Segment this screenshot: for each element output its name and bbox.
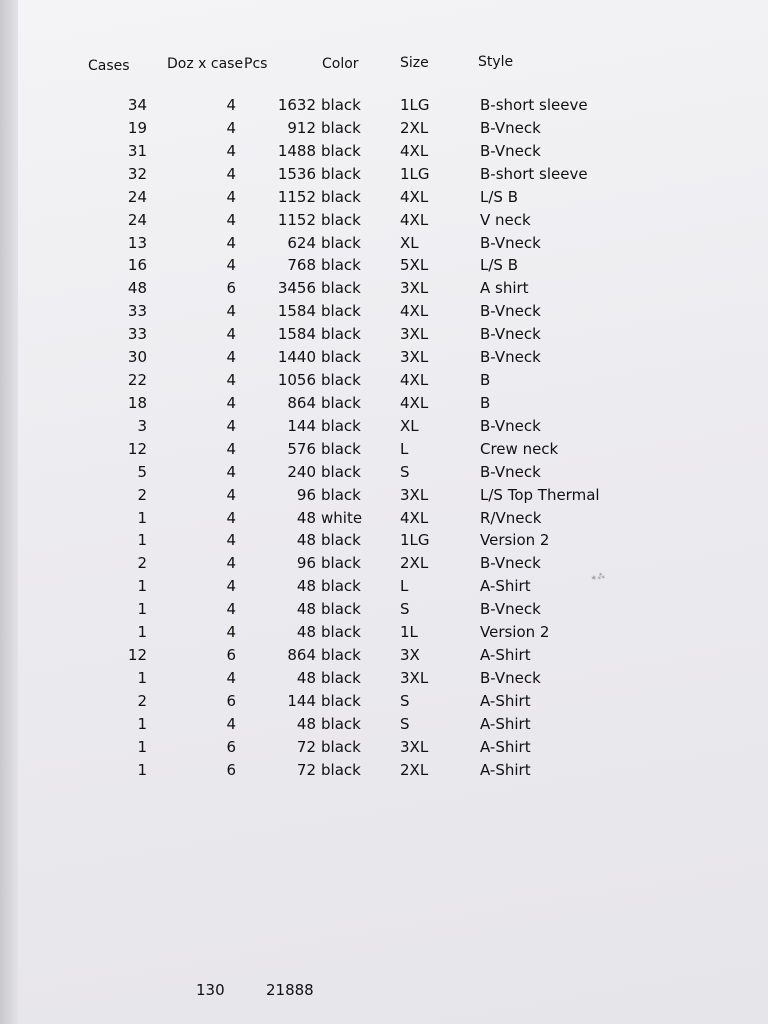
row-27-style: A-Shirt bbox=[480, 692, 531, 710]
row-29-pcs: 72 bbox=[296, 738, 316, 756]
row-4-doz: 4 bbox=[226, 165, 236, 183]
row-21-color: black bbox=[321, 554, 361, 572]
row-12-cases: 30 bbox=[127, 348, 147, 366]
row-29-color: black bbox=[321, 738, 361, 756]
row-27-doz: 6 bbox=[226, 692, 236, 710]
row-17-doz: 4 bbox=[226, 463, 236, 481]
row-24-style: Version 2 bbox=[480, 623, 550, 641]
row-4-cases: 32 bbox=[127, 165, 147, 183]
row-28-color: black bbox=[321, 715, 361, 733]
row-9-style: A shirt bbox=[480, 279, 529, 297]
row-4-size: 1LG bbox=[400, 165, 430, 183]
header-pcs: Pcs bbox=[244, 56, 268, 72]
row-9-pcs: 3456 bbox=[277, 279, 316, 297]
row-29-size: 3XL bbox=[400, 738, 429, 756]
row-9-cases: 48 bbox=[127, 279, 147, 297]
row-5-cases: 24 bbox=[127, 188, 147, 206]
row-6-style: V neck bbox=[480, 211, 531, 229]
row-6-cases: 24 bbox=[127, 211, 147, 229]
row-11-size: 3XL bbox=[400, 325, 429, 343]
row-7-doz: 4 bbox=[226, 234, 236, 252]
row-8-pcs: 768 bbox=[287, 256, 316, 274]
row-26-size: 3XL bbox=[400, 669, 429, 687]
row-2-pcs: 912 bbox=[287, 119, 316, 137]
row-24-doz: 4 bbox=[226, 623, 236, 641]
row-16-size: L bbox=[400, 440, 409, 458]
row-15-doz: 4 bbox=[226, 417, 236, 435]
row-9-doz: 6 bbox=[226, 279, 236, 297]
row-10-cases: 33 bbox=[127, 302, 147, 320]
row-13-size: 4XL bbox=[400, 371, 429, 389]
row-16-doz: 4 bbox=[226, 440, 236, 458]
row-2-doz: 4 bbox=[226, 119, 236, 137]
row-30-size: 2XL bbox=[400, 761, 429, 779]
row-18-color: black bbox=[321, 486, 361, 504]
row-13-doz: 4 bbox=[226, 371, 236, 389]
row-10-size: 4XL bbox=[400, 302, 429, 320]
row-1-cases: 34 bbox=[127, 96, 147, 114]
row-27-pcs: 144 bbox=[287, 692, 316, 710]
header-style: Style bbox=[478, 54, 514, 70]
row-16-color: black bbox=[321, 440, 361, 458]
row-23-cases: 1 bbox=[137, 600, 147, 618]
row-6-pcs: 1152 bbox=[277, 211, 316, 229]
row-14-doz: 4 bbox=[226, 394, 236, 412]
row-2-cases: 19 bbox=[127, 119, 147, 137]
row-10-style: B-Vneck bbox=[480, 302, 541, 320]
row-29-style: A-Shirt bbox=[480, 738, 531, 756]
row-16-cases: 12 bbox=[127, 440, 147, 458]
row-11-style: B-Vneck bbox=[480, 325, 541, 343]
row-28-cases: 1 bbox=[137, 715, 147, 733]
row-23-doz: 4 bbox=[226, 600, 236, 618]
row-30-style: A-Shirt bbox=[480, 761, 531, 779]
row-13-cases: 22 bbox=[127, 371, 147, 389]
row-30-pcs: 72 bbox=[296, 761, 316, 779]
row-5-doz: 4 bbox=[226, 188, 236, 206]
row-26-cases: 1 bbox=[137, 669, 147, 687]
row-14-color: black bbox=[321, 394, 361, 412]
row-14-style: B bbox=[480, 394, 491, 412]
row-20-doz: 4 bbox=[226, 531, 236, 549]
row-28-size: S bbox=[400, 715, 410, 733]
row-25-pcs: 864 bbox=[287, 646, 316, 664]
row-19-doz: 4 bbox=[226, 509, 236, 527]
row-10-pcs: 1584 bbox=[277, 302, 316, 320]
row-10-doz: 4 bbox=[226, 302, 236, 320]
row-13-color: black bbox=[321, 371, 361, 389]
row-30-cases: 1 bbox=[137, 761, 147, 779]
header-cases: Cases bbox=[88, 58, 130, 74]
row-7-size: XL bbox=[400, 234, 419, 252]
row-25-style: A-Shirt bbox=[480, 646, 531, 664]
row-14-cases: 18 bbox=[127, 394, 147, 412]
row-20-style: Version 2 bbox=[480, 531, 550, 549]
row-20-pcs: 48 bbox=[296, 531, 316, 549]
row-7-cases: 13 bbox=[127, 234, 147, 252]
row-17-color: black bbox=[321, 463, 361, 481]
row-23-size: S bbox=[400, 600, 410, 618]
row-1-style: B-short sleeve bbox=[480, 96, 588, 114]
row-19-color: white bbox=[321, 509, 363, 527]
row-1-pcs: 1632 bbox=[277, 96, 316, 114]
total-pcs: 21888 bbox=[266, 981, 314, 999]
row-9-color: black bbox=[321, 279, 361, 297]
header-doz-x-case: Doz x case bbox=[167, 56, 244, 72]
header-color: Color bbox=[322, 56, 359, 72]
row-28-doz: 4 bbox=[226, 715, 236, 733]
row-8-size: 5XL bbox=[400, 256, 429, 274]
row-12-style: B-Vneck bbox=[480, 348, 541, 366]
row-8-style: L/S B bbox=[480, 256, 518, 274]
row-5-size: 4XL bbox=[400, 188, 429, 206]
row-6-size: 4XL bbox=[400, 211, 429, 229]
row-12-pcs: 1440 bbox=[277, 348, 316, 366]
row-11-cases: 33 bbox=[127, 325, 147, 343]
row-8-cases: 16 bbox=[127, 256, 147, 274]
row-27-color: black bbox=[321, 692, 361, 710]
row-6-doz: 4 bbox=[226, 211, 236, 229]
row-7-style: B-Vneck bbox=[480, 234, 541, 252]
row-9-size: 3XL bbox=[400, 279, 429, 297]
row-11-color: black bbox=[321, 325, 361, 343]
row-25-doz: 6 bbox=[226, 646, 236, 664]
row-5-color: black bbox=[321, 188, 361, 206]
row-8-color: black bbox=[321, 256, 361, 274]
row-11-pcs: 1584 bbox=[277, 325, 316, 343]
row-29-cases: 1 bbox=[137, 738, 147, 756]
row-2-color: black bbox=[321, 119, 361, 137]
row-8-doz: 4 bbox=[226, 256, 236, 274]
row-21-cases: 2 bbox=[137, 554, 147, 572]
row-5-pcs: 1152 bbox=[277, 188, 316, 206]
row-21-doz: 4 bbox=[226, 554, 236, 572]
row-11-doz: 4 bbox=[226, 325, 236, 343]
row-3-cases: 31 bbox=[127, 142, 147, 160]
row-13-style: B bbox=[480, 371, 491, 389]
row-22-size: L bbox=[400, 577, 409, 595]
row-6-color: black bbox=[321, 211, 361, 229]
header-size: Size bbox=[400, 55, 429, 71]
row-19-size: 4XL bbox=[400, 509, 429, 527]
row-2-style: B-Vneck bbox=[480, 119, 541, 137]
row-15-style: B-Vneck bbox=[480, 417, 541, 435]
row-4-pcs: 1536 bbox=[277, 165, 316, 183]
row-1-color: black bbox=[321, 96, 361, 114]
row-25-cases: 12 bbox=[127, 646, 147, 664]
row-23-pcs: 48 bbox=[296, 600, 316, 618]
row-24-size: 1L bbox=[400, 623, 418, 641]
row-3-doz: 4 bbox=[226, 142, 236, 160]
row-14-size: 4XL bbox=[400, 394, 429, 412]
row-26-doz: 4 bbox=[226, 669, 236, 687]
row-22-pcs: 48 bbox=[296, 577, 316, 595]
row-19-cases: 1 bbox=[137, 509, 147, 527]
row-23-style: B-Vneck bbox=[480, 600, 541, 618]
row-22-cases: 1 bbox=[137, 577, 147, 595]
row-15-pcs: 144 bbox=[287, 417, 316, 435]
row-23-color: black bbox=[321, 600, 361, 618]
row-12-doz: 4 bbox=[226, 348, 236, 366]
row-26-color: black bbox=[321, 669, 361, 687]
row-3-size: 4XL bbox=[400, 142, 429, 160]
row-3-pcs: 1488 bbox=[277, 142, 316, 160]
row-20-color: black bbox=[321, 531, 361, 549]
row-7-pcs: 624 bbox=[287, 234, 316, 252]
row-17-cases: 5 bbox=[137, 463, 147, 481]
row-22-style: A-Shirt bbox=[480, 577, 531, 595]
row-28-style: A-Shirt bbox=[480, 715, 531, 733]
row-26-pcs: 48 bbox=[296, 669, 316, 687]
row-25-size: 3X bbox=[400, 646, 420, 664]
row-21-pcs: 96 bbox=[296, 554, 316, 572]
row-19-style: R/Vneck bbox=[480, 509, 542, 527]
row-17-size: S bbox=[400, 463, 410, 481]
row-5-style: L/S B bbox=[480, 188, 518, 206]
row-4-style: B-short sleeve bbox=[480, 165, 588, 183]
row-20-size: 1LG bbox=[400, 531, 430, 549]
row-12-size: 3XL bbox=[400, 348, 429, 366]
row-18-doz: 4 bbox=[226, 486, 236, 504]
row-18-size: 3XL bbox=[400, 486, 429, 504]
row-4-color: black bbox=[321, 165, 361, 183]
row-7-color: black bbox=[321, 234, 361, 252]
row-22-color: black bbox=[321, 577, 361, 595]
row-16-pcs: 576 bbox=[287, 440, 316, 458]
paper-mark: ✶⁂ bbox=[589, 571, 606, 584]
total-cases: 130 bbox=[196, 981, 225, 999]
row-30-color: black bbox=[321, 761, 361, 779]
row-16-style: Crew neck bbox=[480, 440, 559, 458]
row-24-color: black bbox=[321, 623, 361, 641]
row-22-doz: 4 bbox=[226, 577, 236, 595]
row-20-cases: 1 bbox=[137, 531, 147, 549]
row-26-style: B-Vneck bbox=[480, 669, 541, 687]
row-30-doz: 6 bbox=[226, 761, 236, 779]
row-15-size: XL bbox=[400, 417, 419, 435]
row-21-size: 2XL bbox=[400, 554, 429, 572]
row-18-style: L/S Top Thermal bbox=[480, 486, 600, 504]
row-18-cases: 2 bbox=[137, 486, 147, 504]
row-3-style: B-Vneck bbox=[480, 142, 541, 160]
row-27-size: S bbox=[400, 692, 410, 710]
row-24-cases: 1 bbox=[137, 623, 147, 641]
row-28-pcs: 48 bbox=[296, 715, 316, 733]
row-1-size: 1LG bbox=[400, 96, 430, 114]
row-2-size: 2XL bbox=[400, 119, 429, 137]
row-25-color: black bbox=[321, 646, 361, 664]
row-18-pcs: 96 bbox=[296, 486, 316, 504]
row-15-color: black bbox=[321, 417, 361, 435]
row-17-pcs: 240 bbox=[287, 463, 316, 481]
row-27-cases: 2 bbox=[137, 692, 147, 710]
row-15-cases: 3 bbox=[137, 417, 147, 435]
row-19-pcs: 48 bbox=[296, 509, 316, 527]
row-1-doz: 4 bbox=[226, 96, 236, 114]
row-14-pcs: 864 bbox=[287, 394, 316, 412]
row-13-pcs: 1056 bbox=[277, 371, 316, 389]
row-3-color: black bbox=[321, 142, 361, 160]
row-12-color: black bbox=[321, 348, 361, 366]
row-17-style: B-Vneck bbox=[480, 463, 541, 481]
row-24-pcs: 48 bbox=[296, 623, 316, 641]
row-21-style: B-Vneck bbox=[480, 554, 541, 572]
row-29-doz: 6 bbox=[226, 738, 236, 756]
row-10-color: black bbox=[321, 302, 361, 320]
